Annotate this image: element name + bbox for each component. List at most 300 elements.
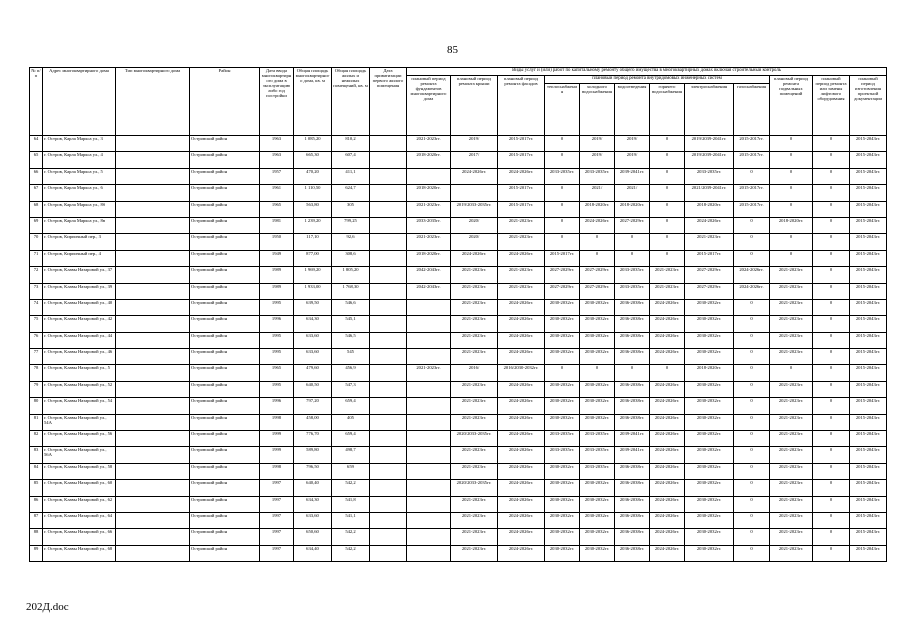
cell-type — [116, 496, 190, 512]
cell-district: Островский район — [190, 234, 260, 250]
repair-schedule-table-wrapper — [29, 67, 882, 562]
cell-roof: 2021-2023гг. — [451, 398, 498, 414]
cell-num: 74 — [30, 299, 43, 315]
cell-district: Островский район — [190, 283, 260, 299]
cell-roof: 2020/ — [451, 234, 498, 250]
cell-roof: 2016/ — [451, 365, 498, 381]
cell-living: 92,6 — [332, 234, 370, 250]
cell-design: 2015-2043гг. — [850, 398, 887, 414]
cell-base: 2018-2020гг. — [770, 217, 813, 233]
cell-sewer: 2036-2038гг. — [615, 463, 650, 479]
cell-found: 2021-2023гг. — [407, 136, 451, 152]
cell-priv — [370, 201, 407, 217]
cell-base: 0 — [770, 250, 813, 266]
cell-lift: 0 — [813, 316, 850, 332]
cell-heat: 2030-2032гг. — [545, 512, 580, 528]
page-number: 85 — [447, 44, 458, 56]
cell-year: 1997 — [260, 512, 294, 528]
cell-address: г. Остров, Клавы Назаровой ул., 42 — [43, 316, 116, 332]
cell-base: 2021-2023гг. — [770, 267, 813, 283]
cell-found — [407, 447, 451, 463]
cell-design: 2015-2043гг. — [850, 217, 887, 233]
cell-district: Островский район — [190, 480, 260, 496]
cell-num: 86 — [30, 496, 43, 512]
cell-total: 117,10 — [294, 234, 332, 250]
cell-facade: 2024-2026гг. — [498, 250, 545, 266]
cell-num: 79 — [30, 381, 43, 397]
cell-year: 1989 — [260, 283, 294, 299]
cell-priv — [370, 267, 407, 283]
cell-num: 66 — [30, 168, 43, 184]
cell-type — [116, 447, 190, 463]
header-num: № п/п — [30, 68, 43, 136]
cell-roof: 2021-2023гг. — [451, 267, 498, 283]
cell-cold: 2024-2026гг. — [580, 217, 615, 233]
cell-found — [407, 168, 451, 184]
cell-base: 0 — [770, 234, 813, 250]
cell-gas: 0 — [734, 496, 770, 512]
cell-sewer: 2039-2041гг. — [615, 168, 650, 184]
header-year: Дата ввода многоквартирного дома в эксплуатацию либо год постройки — [260, 68, 294, 136]
cell-heat: 2030-2032гг. — [545, 332, 580, 348]
table-row — [30, 201, 887, 217]
cell-address: г. Остров, Карла Маркса ул., 4 — [43, 152, 116, 168]
cell-design: 2015-2043гг. — [850, 381, 887, 397]
cell-gas: 0 — [734, 365, 770, 381]
cell-roof — [451, 185, 498, 201]
cell-found: 2018-2020гг. — [407, 250, 451, 266]
cell-total: 633,60 — [294, 349, 332, 365]
table-row — [30, 234, 887, 250]
cell-address: г. Остров, Клавы Назаровой ул., 64 — [43, 512, 116, 528]
cell-year: 1997 — [260, 496, 294, 512]
cell-gas: 2015-2017гг. — [734, 152, 770, 168]
cell-elec: 2015-2017гг. — [685, 250, 734, 266]
cell-design: 2015-2043гг. — [850, 496, 887, 512]
cell-roof: 2021-2023гг. — [451, 447, 498, 463]
cell-year: 1950 — [260, 234, 294, 250]
cell-address: г. Остров, Карла Маркса ул., 8в — [43, 217, 116, 233]
cell-found — [407, 316, 451, 332]
cell-living: 545,1 — [332, 316, 370, 332]
cell-address: г. Остров, Клавы Назаровой ул., 39 — [43, 283, 116, 299]
cell-num: 88 — [30, 529, 43, 545]
header-total-area: Общая площадь многоквартирного дома, кв. м — [294, 68, 332, 136]
cell-found: 2021-2023гг. — [407, 201, 451, 217]
cell-total: 640,40 — [294, 480, 332, 496]
cell-gas: 0 — [734, 250, 770, 266]
cell-roof: 2021-2023гг. — [451, 349, 498, 365]
cell-total: 640,50 — [294, 381, 332, 397]
cell-design: 2015-2043гг. — [850, 168, 887, 184]
cell-lift: 0 — [813, 217, 850, 233]
cell-hot: 0 — [650, 365, 685, 381]
cell-sewer: 2019/ — [615, 152, 650, 168]
cell-lift: 0 — [813, 463, 850, 479]
cell-priv — [370, 480, 407, 496]
cell-address: г. Остров, Клавы Назаровой ул., 54 — [43, 398, 116, 414]
table-row — [30, 136, 887, 152]
cell-district: Островский район — [190, 250, 260, 266]
cell-facade: 2021-2023гг. — [498, 267, 545, 283]
cell-priv — [370, 529, 407, 545]
table-body — [30, 136, 887, 562]
cell-cold: 2030-2032гг. — [580, 480, 615, 496]
cell-base: 0 — [770, 152, 813, 168]
cell-elec: 2027-2029гг. — [685, 283, 734, 299]
cell-priv — [370, 414, 407, 430]
cell-num: 64 — [30, 136, 43, 152]
table-row — [30, 414, 887, 430]
cell-found: 2021-2023гг. — [407, 234, 451, 250]
cell-address: г. Остров, Карла Маркса ул., 3 — [43, 136, 116, 152]
cell-year: 1996 — [260, 398, 294, 414]
cell-num: 67 — [30, 185, 43, 201]
cell-design: 2015-2043гг. — [850, 185, 887, 201]
cell-base: 2021-2023гг. — [770, 332, 813, 348]
cell-found: 2042-2043гг. — [407, 267, 451, 283]
cell-base: 2021-2023гг. — [770, 316, 813, 332]
cell-type — [116, 283, 190, 299]
cell-gas: 0 — [734, 398, 770, 414]
cell-living: 541,1 — [332, 512, 370, 528]
cell-lift: 0 — [813, 136, 850, 152]
table-row — [30, 168, 887, 184]
table-row — [30, 398, 887, 414]
cell-living: 456,9 — [332, 365, 370, 381]
cell-district: Островский район — [190, 201, 260, 217]
cell-facade: 2015-2017гг. — [498, 136, 545, 152]
cell-hot: 0 — [650, 250, 685, 266]
cell-roof: 2021-2023гг. — [451, 512, 498, 528]
cell-living: 659 — [332, 463, 370, 479]
cell-heat: 2030-2032гг. — [545, 414, 580, 430]
cell-year: 1997 — [260, 545, 294, 561]
table-row — [30, 365, 887, 381]
cell-gas: 0 — [734, 414, 770, 430]
cell-hot: 2024-2026гг. — [650, 299, 685, 315]
cell-lift: 0 — [813, 365, 850, 381]
cell-elec: 2030-2032гг. — [685, 480, 734, 496]
cell-type — [116, 201, 190, 217]
cell-facade: 2024-2026гг. — [498, 414, 545, 430]
cell-num: 77 — [30, 349, 43, 365]
header-cold-water: холодного водоснабжения — [580, 84, 615, 136]
header-design: плановый период изготовления проектной документации — [850, 76, 887, 136]
cell-cold: 2030-2032гг. — [580, 299, 615, 315]
cell-heat: 0 — [545, 185, 580, 201]
cell-roof: 2021-2023гг. — [451, 545, 498, 561]
cell-facade: 2024-2026гг. — [498, 480, 545, 496]
cell-address: г. Остров, Карла Маркса ул., 5 — [43, 168, 116, 184]
header-district: Район — [190, 68, 260, 136]
cell-num: 72 — [30, 267, 43, 283]
cell-base: 2021-2023гг. — [770, 283, 813, 299]
cell-type — [116, 381, 190, 397]
cell-lift: 0 — [813, 447, 850, 463]
cell-year: 1995 — [260, 299, 294, 315]
cell-num: 76 — [30, 332, 43, 348]
cell-address: г. Остров, Кирпичный пер., 4 — [43, 250, 116, 266]
cell-lift: 0 — [813, 545, 850, 561]
cell-base: 0 — [770, 185, 813, 201]
cell-heat: 2027-2029гг. — [545, 267, 580, 283]
cell-facade: 2024-2026гг. — [498, 512, 545, 528]
cell-sewer: 2036-2038гг. — [615, 529, 650, 545]
cell-elec: 2030-2032гг. — [685, 332, 734, 348]
cell-sewer: 2018-2020гг. — [615, 201, 650, 217]
cell-sewer: 2033-2035гг. — [615, 283, 650, 299]
cell-elec: 2030-2032гг. — [685, 529, 734, 545]
cell-priv — [370, 234, 407, 250]
cell-design: 2015-2043гг. — [850, 152, 887, 168]
cell-living: 545 — [332, 349, 370, 365]
cell-num: 82 — [30, 431, 43, 447]
cell-design: 2015-2043гг. — [850, 267, 887, 283]
cell-elec: 2030-2032гг. — [685, 431, 734, 447]
cell-facade: 2024-2026гг. — [498, 447, 545, 463]
cell-cold: 0 — [580, 250, 615, 266]
cell-cold: 2019/ — [580, 136, 615, 152]
cell-sewer: 0 — [615, 365, 650, 381]
cell-gas: 0 — [734, 431, 770, 447]
cell-heat: 0 — [545, 234, 580, 250]
cell-base: 2021-2023гг. — [770, 398, 813, 414]
cell-type — [116, 332, 190, 348]
cell-address: г. Остров, Клавы Назаровой ул., 56А — [43, 447, 116, 463]
cell-elec: 2030-2032гг. — [685, 496, 734, 512]
cell-hot: 2024-2026гг. — [650, 480, 685, 496]
cell-base: 2021-2023гг. — [770, 381, 813, 397]
header-electric: электроснабжения — [685, 84, 734, 136]
cell-lift: 0 — [813, 349, 850, 365]
cell-type — [116, 316, 190, 332]
cell-sewer: 2036-2038гг. — [615, 349, 650, 365]
cell-district: Островский район — [190, 299, 260, 315]
cell-sewer: 2036-2038гг. — [615, 545, 650, 561]
cell-priv — [370, 250, 407, 266]
table-row — [30, 431, 887, 447]
cell-design: 2015-2043гг. — [850, 414, 887, 430]
cell-living: 305 — [332, 201, 370, 217]
cell-facade: 2024-2026гг. — [498, 349, 545, 365]
cell-elec: 2030-2032гг. — [685, 447, 734, 463]
header-gas: газоснабжения — [734, 84, 770, 136]
cell-total: 563,80 — [294, 201, 332, 217]
cell-design: 2015-2043гг. — [850, 250, 887, 266]
cell-facade: 2016/2030-2032гг. — [498, 365, 545, 381]
cell-elec: 2019/2039-2041гг. — [685, 136, 734, 152]
cell-num: 83 — [30, 447, 43, 463]
cell-base: 2021-2023гг. — [770, 496, 813, 512]
cell-found — [407, 480, 451, 496]
cell-base: 2021-2023гг. — [770, 463, 813, 479]
header-type: Тип многоквартирного дома — [116, 68, 190, 136]
cell-roof: 2021-2023гг. — [451, 529, 498, 545]
cell-gas: 0 — [734, 381, 770, 397]
cell-lift: 0 — [813, 398, 850, 414]
cell-lift: 0 — [813, 480, 850, 496]
cell-hot: 2024-2026гг. — [650, 529, 685, 545]
cell-priv — [370, 431, 407, 447]
cell-address: г. Остров, Клавы Назаровой ул., 66 — [43, 529, 116, 545]
cell-district: Островский район — [190, 529, 260, 545]
cell-heat: 0 — [545, 217, 580, 233]
cell-hot: 0 — [650, 136, 685, 152]
cell-found — [407, 349, 451, 365]
cell-num: 75 — [30, 316, 43, 332]
cell-hot: 0 — [650, 152, 685, 168]
cell-priv — [370, 332, 407, 348]
cell-type — [116, 545, 190, 561]
cell-year: 1998 — [260, 414, 294, 430]
cell-gas: 2024-2026гг. — [734, 267, 770, 283]
cell-facade: 2021-2023гг. — [498, 234, 545, 250]
cell-found: 2018-2020гг. — [407, 185, 451, 201]
cell-priv — [370, 365, 407, 381]
cell-gas: 0 — [734, 545, 770, 561]
cell-roof: 2019/2033-2035гг. — [451, 201, 498, 217]
cell-year: 1963 — [260, 152, 294, 168]
cell-heat: 0 — [545, 365, 580, 381]
cell-district: Островский район — [190, 545, 260, 561]
cell-priv — [370, 398, 407, 414]
cell-hot: 0 — [650, 234, 685, 250]
cell-facade: 2024-2026гг. — [498, 529, 545, 545]
cell-design: 2015-2043гг. — [850, 480, 887, 496]
cell-facade: 2015-2017гг. — [498, 201, 545, 217]
cell-facade: 2024-2026гг. — [498, 168, 545, 184]
cell-facade: 2015-2017гг. — [498, 185, 545, 201]
cell-total: 633,60 — [294, 332, 332, 348]
cell-found — [407, 381, 451, 397]
cell-type — [116, 168, 190, 184]
cell-lift: 0 — [813, 152, 850, 168]
cell-hot: 2024-2026гг. — [650, 398, 685, 414]
cell-elec: 2030-2032гг. — [685, 414, 734, 430]
cell-priv — [370, 349, 407, 365]
table-row — [30, 447, 887, 463]
cell-cold: 2030-2032гг. — [580, 332, 615, 348]
cell-living: 541,8 — [332, 496, 370, 512]
cell-lift: 0 — [813, 267, 850, 283]
cell-address: г. Остров, Кирпичный пер., 3 — [43, 234, 116, 250]
cell-year: 1965 — [260, 201, 294, 217]
cell-year: 1989 — [260, 267, 294, 283]
cell-found: 2021-2023гг. — [407, 365, 451, 381]
cell-roof: 2021-2023гг. — [451, 332, 498, 348]
cell-elec: 2024-2026гг. — [685, 217, 734, 233]
table-row — [30, 299, 887, 315]
cell-district: Островский район — [190, 447, 260, 463]
cell-type — [116, 234, 190, 250]
cell-type — [116, 463, 190, 479]
cell-heat: 2030-2032гг. — [545, 381, 580, 397]
cell-priv — [370, 217, 407, 233]
cell-year: 1995 — [260, 349, 294, 365]
cell-year: 1995 — [260, 381, 294, 397]
table-row — [30, 316, 887, 332]
cell-cold: 2019/ — [580, 152, 615, 168]
cell-district: Островский район — [190, 316, 260, 332]
cell-design: 2015-2043гг. — [850, 283, 887, 299]
cell-district: Островский район — [190, 365, 260, 381]
cell-sewer: 0 — [615, 234, 650, 250]
cell-base: 2021-2023гг. — [770, 299, 813, 315]
cell-hot: 0 — [650, 201, 685, 217]
cell-heat: 2015-2017гг. — [545, 250, 580, 266]
cell-year: 1957 — [260, 168, 294, 184]
cell-heat: 0 — [545, 201, 580, 217]
cell-roof: 2021-2023гг. — [451, 299, 498, 315]
cell-living: 624,7 — [332, 185, 370, 201]
cell-address: г. Остров, Клавы Назаровой ул., 54А — [43, 414, 116, 430]
cell-hot: 2024-2026гг. — [650, 447, 685, 463]
cell-cold: 2027-2029гг. — [580, 267, 615, 283]
cell-heat: 2030-2032гг. — [545, 529, 580, 545]
cell-lift: 0 — [813, 299, 850, 315]
cell-total: 633,60 — [294, 512, 332, 528]
cell-year: 1965 — [260, 365, 294, 381]
cell-num: 87 — [30, 512, 43, 528]
cell-priv — [370, 512, 407, 528]
cell-cold: 0 — [580, 365, 615, 381]
table-row — [30, 381, 887, 397]
cell-found — [407, 529, 451, 545]
cell-roof: 2017/ — [451, 152, 498, 168]
cell-hot: 0 — [650, 185, 685, 201]
cell-lift: 0 — [813, 414, 850, 430]
cell-total: 877,00 — [294, 250, 332, 266]
cell-type — [116, 349, 190, 365]
cell-total: 796,50 — [294, 463, 332, 479]
cell-heat: 2030-2032гг. — [545, 316, 580, 332]
cell-gas: 2015-2017гг. — [734, 185, 770, 201]
cell-gas: 0 — [734, 512, 770, 528]
cell-living: 308,6 — [332, 250, 370, 266]
cell-district: Островский район — [190, 381, 260, 397]
cell-found: 2042-2043гг. — [407, 283, 451, 299]
cell-cold: 2030-2032гг. — [580, 316, 615, 332]
cell-gas: 0 — [734, 299, 770, 315]
cell-design: 2015-2043гг. — [850, 365, 887, 381]
cell-living: 498,7 — [332, 447, 370, 463]
cell-address: г. Остров, Клавы Назаровой ул., 40 — [43, 299, 116, 315]
cell-year: 1981 — [260, 217, 294, 233]
cell-total: 634,30 — [294, 316, 332, 332]
cell-elec: 2030-2032гг. — [685, 463, 734, 479]
cell-total: 1 933,00 — [294, 283, 332, 299]
header-heating: теплоснабжения — [545, 84, 580, 136]
cell-lift: 0 — [813, 168, 850, 184]
table-row — [30, 545, 887, 561]
cell-priv — [370, 447, 407, 463]
cell-gas: 0 — [734, 217, 770, 233]
cell-living: 799,25 — [332, 217, 370, 233]
cell-priv — [370, 545, 407, 561]
header-facade: плановый период ремонта фасадов — [498, 76, 545, 136]
header-hot-water: горячего водоснабжения — [650, 84, 685, 136]
cell-type — [116, 250, 190, 266]
cell-cold: 2030-2032гг. — [580, 545, 615, 561]
header-elevator: плановый период ремонта или замены лифтового оборудования — [813, 76, 850, 136]
cell-heat: 2033-2035гг. — [545, 431, 580, 447]
cell-cold: 2018-2020гг. — [580, 201, 615, 217]
cell-elec: 2030-2032гг. — [685, 545, 734, 561]
cell-type — [116, 152, 190, 168]
cell-facade: 2021-2023гг. — [498, 217, 545, 233]
cell-priv — [370, 283, 407, 299]
